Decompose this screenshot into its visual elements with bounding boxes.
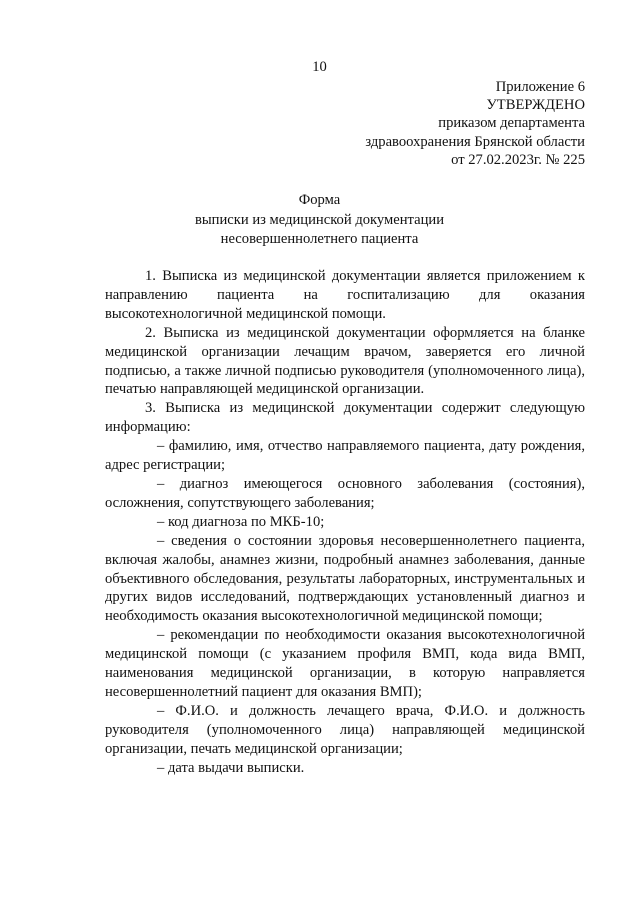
list-item: – дата выдачи выписки. [157, 759, 305, 776]
approval-block [365, 78, 585, 169]
list-item: – код диагноза по МКБ-10; [157, 513, 325, 530]
form-title-line: Форма [298, 192, 341, 208]
paragraph-1: 1. Выписка из медицинской документации является приложением к направлению пациента на госпитализацию для оказания высокотехнологичной медицинской помощи. [105, 268, 585, 322]
approval-appendix: Приложение 6 [495, 79, 585, 95]
list-item: – Ф.И.О. и должность лечащего врача, Ф.И.О. и должность руководителя (уполномоченного лица) направляющей медицинской организации, печать медицинской организации; [105, 702, 585, 757]
form-title [0, 191, 639, 250]
form-title-line: несовершеннолетнего пациента [220, 231, 419, 247]
approval-department: здравоохранения Брянской области [365, 133, 585, 150]
form-title-line: выписки из медицинской документации [194, 211, 445, 228]
list-item: – диагноз имеющегося основного заболевания (состояния), осложнения, сопутствующего заболевания; [105, 475, 585, 511]
approval-order: приказом департамента [438, 115, 585, 132]
approval-approved: УТВЕРЖДЕНО [486, 97, 585, 114]
document-body [105, 267, 585, 777]
list-item: – сведения о состоянии здоровья несовершеннолетнего пациента, включая жалобы, анамнез жизни, подробный анамнез заболевания, данные объективного обследования, результаты лабораторных, инструментальных и других видов исследований, подтверждающих установленный диагноз и необходимость оказания высокотехнологичной медицинской помощи; [105, 532, 585, 625]
paragraph-2: 2. Выписка из медицинской документации оформляется на бланке медицинской организации лечащим врачом, заверяется его личной подписью, а также личной подписью руководителя (уполномоченного лица), печатью направляющей медицинской организации. [105, 324, 585, 398]
page-number: 10 [312, 59, 327, 75]
paragraph-3: 3. Выписка из медицинской документации содержит следующую информацию: [105, 400, 585, 436]
approval-date: от 27.02.2023г. № 225 [451, 151, 585, 168]
list-item: – фамилию, имя, отчество направляемого пациента, дату рождения, адрес регистрации; [105, 438, 585, 474]
list-item: – рекомендации по необходимости оказания высокотехнологичной медицинской помощи (с указанием профиля ВМП, кода вида ВМП, наименования медицинской организации, в которую направляется несовершеннолетний пациент для оказания ВМП); [105, 627, 585, 700]
